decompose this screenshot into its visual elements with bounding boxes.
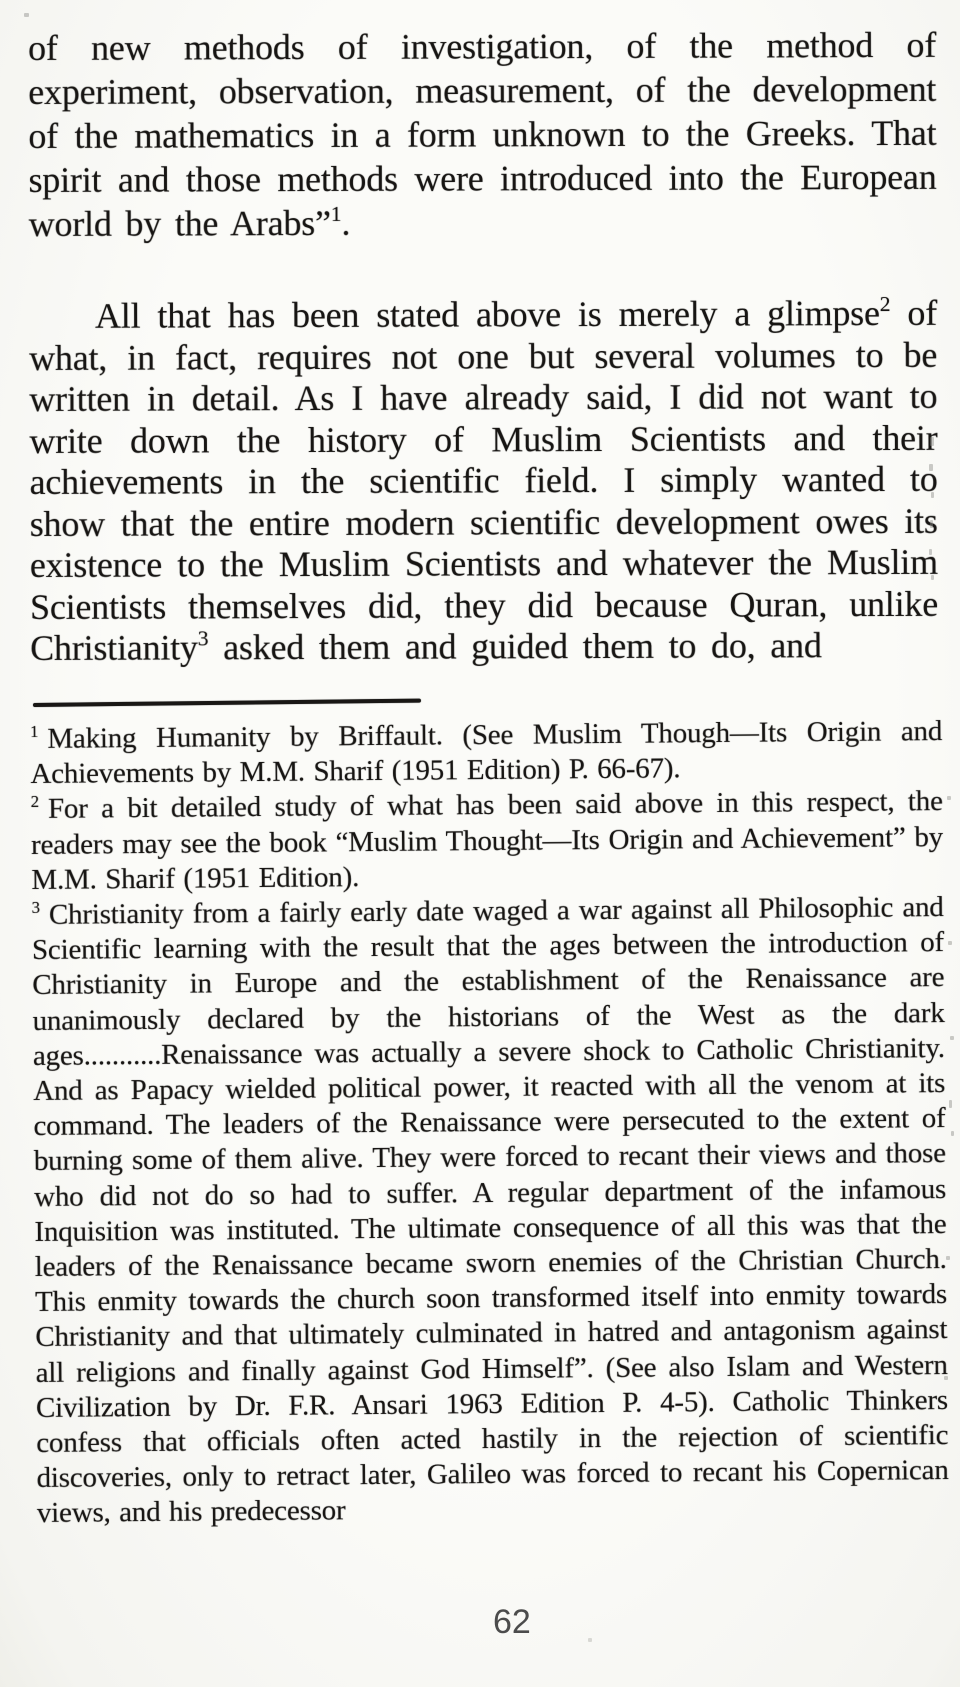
- footnote-text: For a bit detailed study of what has been said above in this respect, the readers may see the book “Muslim Thought—Its Origin and Achievement” by M.M. Sharif (1951 Edition).: [30, 785, 944, 896]
- body-paragraph-2: [29, 293, 938, 670]
- paragraph-text: of what, in fact, requires not one but several volumes to be written in detail. As I have already said, I did not want to write down the history of Muslim Scientists and their achievements in the scientific field. I simply wanted to show that the entire modern scientific development owes its existence to the Muslim Scientists and whatever the Muslim Scientists themselves did, they did because Quran, unlike Christianity: [29, 292, 939, 668]
- page-number: 62: [493, 1603, 531, 1641]
- footnote-text: Christianity from a fairly early date waged a war against all Philosophic and Scientific learning with the result that the ages between the introduction of Christianity in Europe and the establishment of the Renaissance are unanimously declared by the historians of the West as the dark ages...........Renaissance was actually a severe shock to Catholic Christianity. And as Papacy wielded political power, it reacted with all the venom at its command. The leaders of the Renaissance were persecuted to the extent of burning some of them alive. They were forced to recant their views and those who did not do so had to suffer. A regular department of the infamous Inquisition was instituted. The ultimate consequence of all this was that the leaders of the Renaissance became sworn enemies of the Christian Church. This enmity towards the church soon transformed itself into enmity towards Christianity and that ultimately culminated in hatred and antagonism against all religions and finally against God Himself”. (See also Islam and Western Civilization by Dr. F.R. Ansari 1963 Edition P. 4-5). Catholic Thinkers confess that officials often acted hastily in the rejection of scientific discoveries, only to retract later, Galileo was forced to recant his Copernican views, and his predecessor: [31, 891, 949, 1530]
- scan-artifact: [929, 464, 933, 471]
- footnote-3: [32, 890, 949, 1532]
- scan-artifact: [949, 1100, 952, 1108]
- scan-artifact: [946, 1256, 950, 1260]
- footnote-reference-3: 3: [197, 626, 209, 651]
- paragraph-text: All that has been stated above is merely a glimpse: [94, 293, 880, 336]
- scan-artifact: [951, 1131, 954, 1136]
- scan-artifact: [944, 1376, 948, 1380]
- scan-artifact: [948, 941, 952, 945]
- scan-artifact: [931, 575, 934, 580]
- scan-artifact: [930, 437, 934, 446]
- scan-artifact: [24, 13, 29, 17]
- footnote-reference-1: 1: [330, 201, 342, 226]
- paragraph-text: .: [341, 202, 351, 243]
- scan-artifact: [947, 796, 951, 800]
- footnote-text: Making Humanity by Briffault. (See Muslim Though—Its Origin and Achievements by M.M. Sharif (1951 Edition) P. 66-67).: [30, 715, 943, 791]
- paragraph-text: asked them and guided them to do, and: [208, 625, 822, 668]
- paragraph-text: of new methods of investigation, of the method of experiment, observation, measurement, of the development of the mathematics in a form unknown to the Greeks. That spirit and those methods were introduced into the European world by the Arabs”: [28, 24, 937, 244]
- footnote-marker-3: 3: [31, 897, 40, 918]
- footnote-1: [30, 714, 943, 792]
- footnote-reference-2: 2: [879, 291, 891, 317]
- scan-artifact: [950, 1036, 954, 1040]
- body-paragraph-1: [28, 23, 937, 246]
- footnote-marker-2: 2: [30, 792, 39, 812]
- footnote-divider-rule: [33, 699, 421, 707]
- scan-artifact: [931, 492, 934, 498]
- footnote-2: [31, 784, 944, 898]
- body-text: [28, 23, 938, 670]
- scan-artifact: [930, 520, 933, 528]
- footnotes-section: [30, 714, 949, 1532]
- scan-artifact: [588, 1638, 592, 1642]
- footnote-marker-1: 1: [30, 721, 39, 741]
- scan-artifact: [929, 549, 932, 555]
